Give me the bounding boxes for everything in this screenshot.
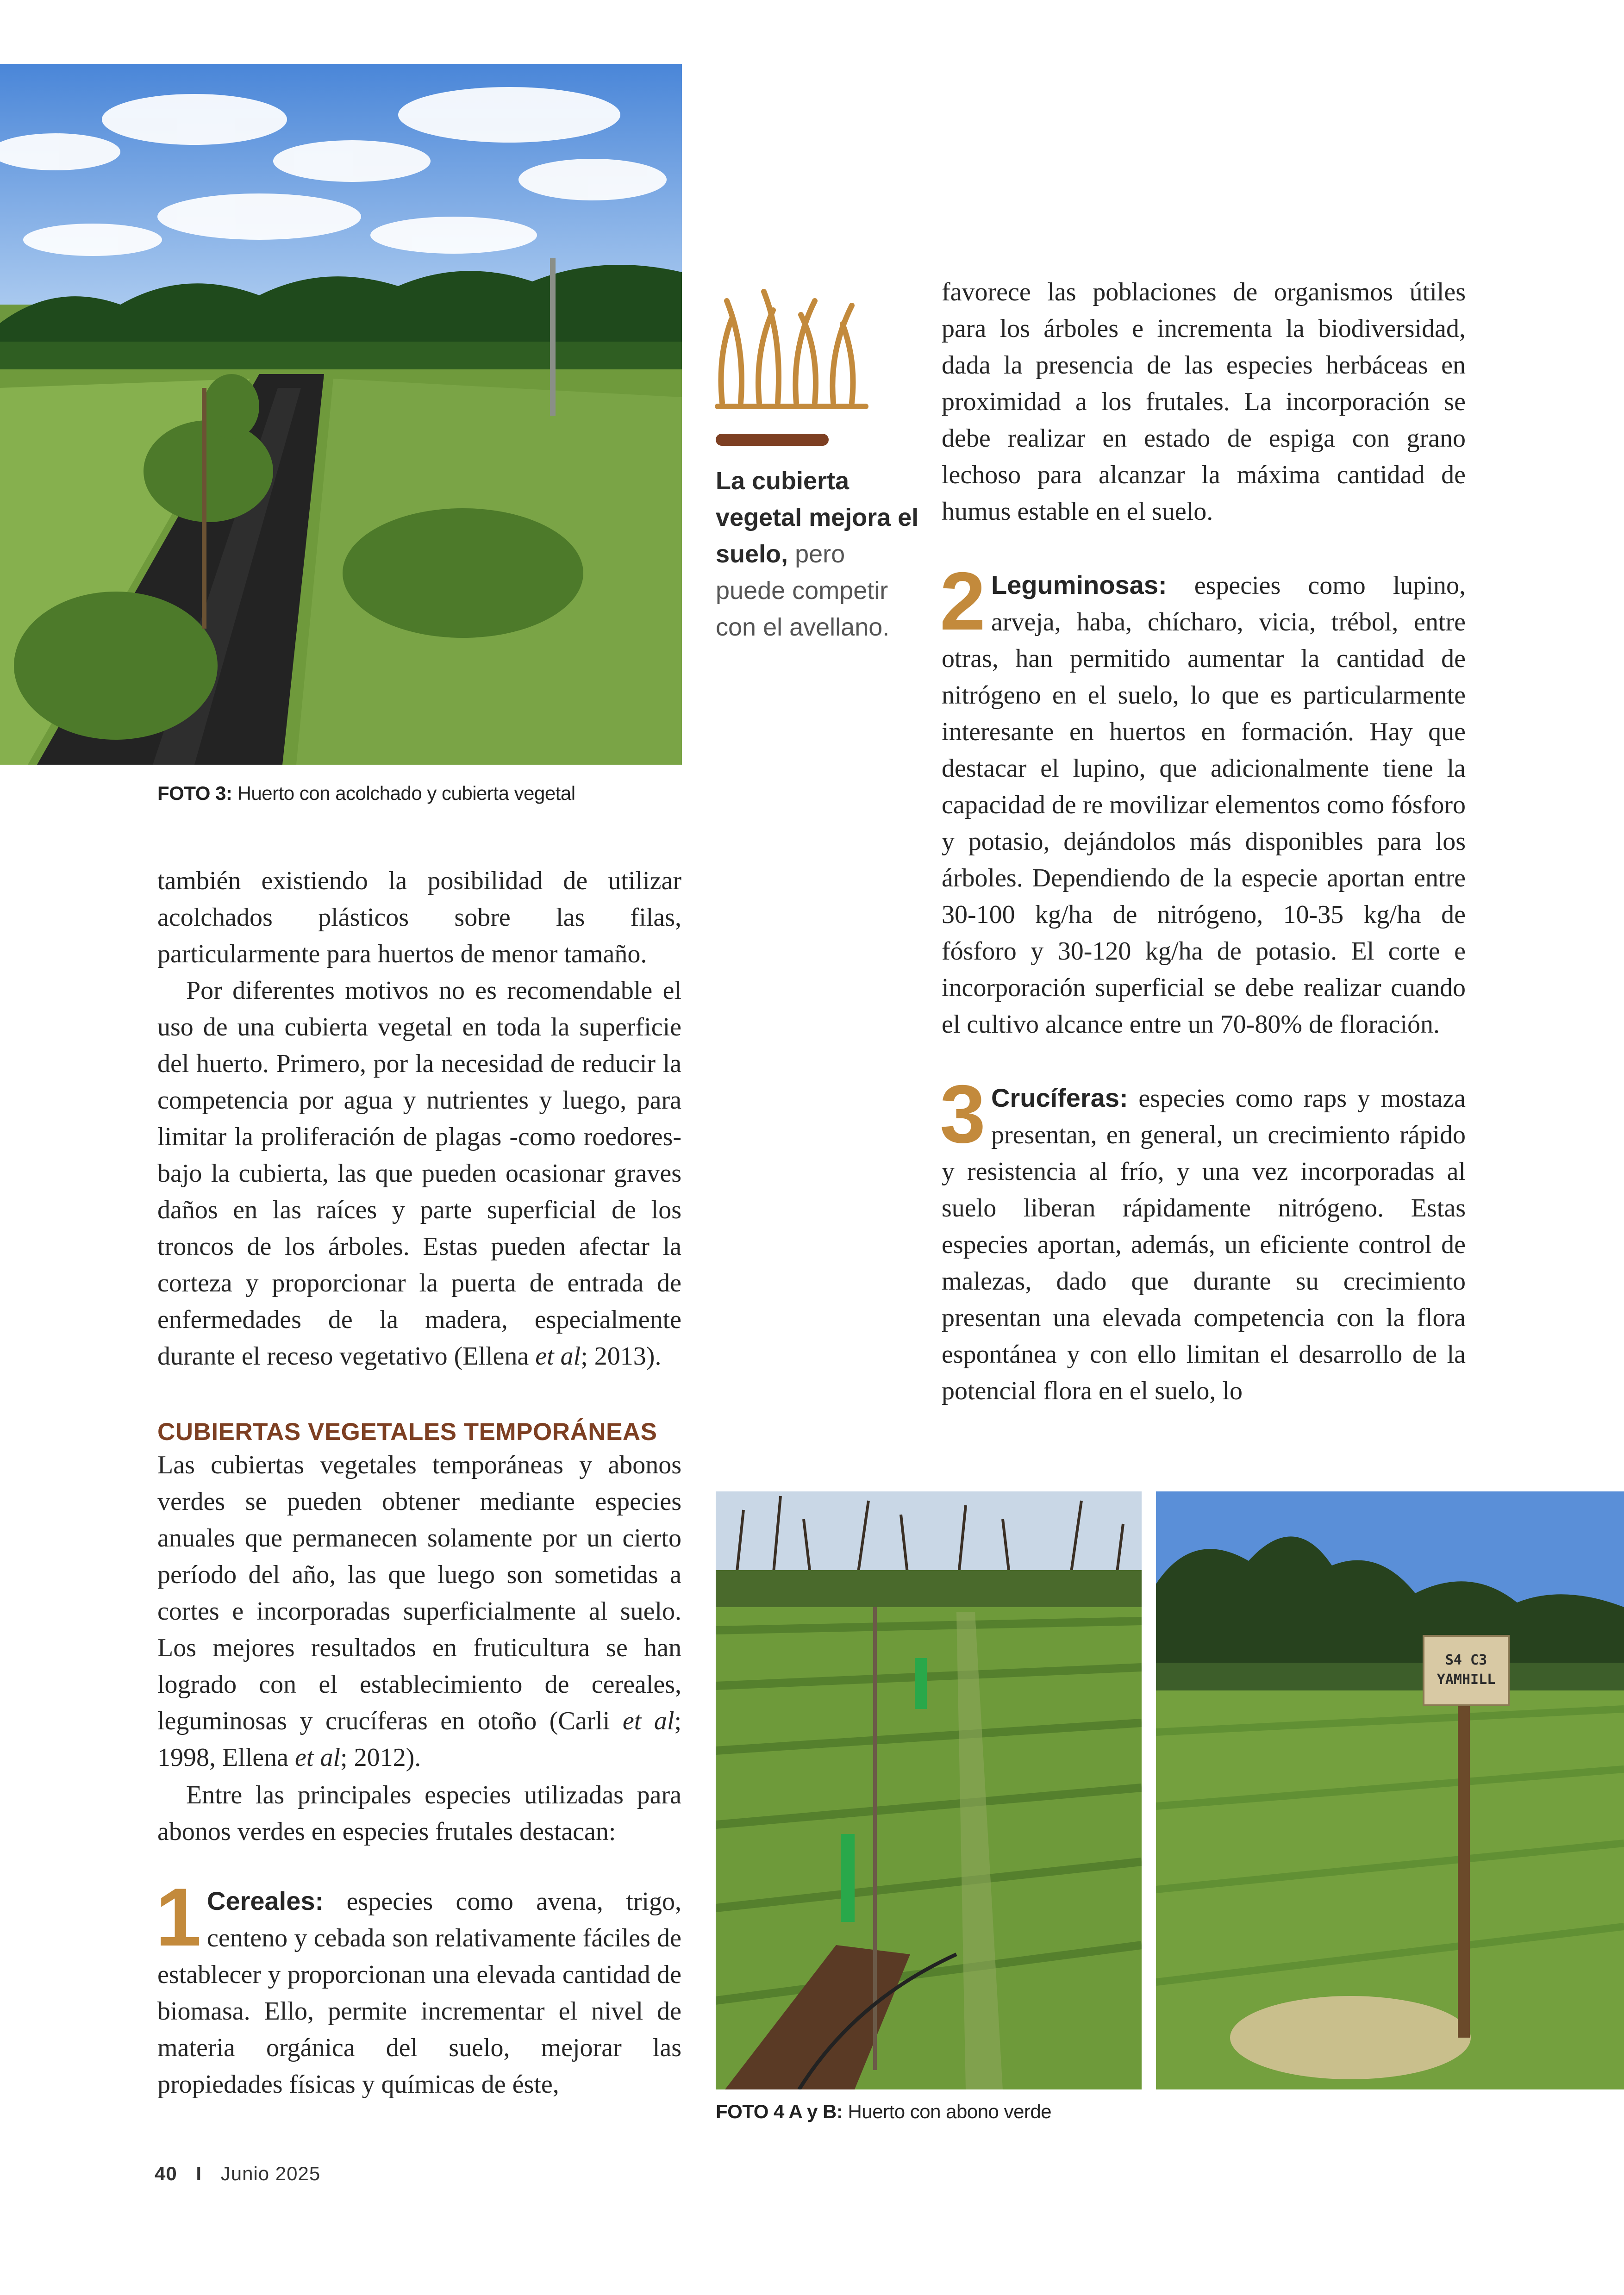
pull-quote: La cubierta vegetal mejora el suelo, pero puede competir con el avellano. [716, 467, 919, 641]
sign-line-2: YAMHILL [1437, 1671, 1496, 1688]
footer-separator: I [196, 2163, 202, 2184]
list-number-3: 3 [940, 1068, 986, 1160]
page-number: 40 [155, 2163, 177, 2184]
sign-line-1: S4 C3 [1445, 1652, 1487, 1668]
list-item-leguminosas: 2 Leguminosas: especies como lupino, arveja, haba, chícharo, vicia, trébol, entre otras, han permitido aumentar la cantidad de nitrógeno en el suelo, lo que es particularmente interesante en huertos en formación. Hay que destacar el lupino, que adicionalmente tiene la capacidad de re movilizar elementos como fósforo y potasio, dejándolos más disponibles para los árboles. Dependiendo de la especie aportan entre 30-100 kg/ha de nitrógeno, 10-35 kg/ha de fósforo y 30-120 kg/ha de potasio. El corte e incorporación superficial se debe realizar cuando el cultivo alcance entre un 70-80% de floración. [940, 555, 1466, 1039]
list-item-cruciferas: 3 Crucíferas: especies como raps y mostaza presentan, en general, un crecimiento rápido y resistencia al frío, y una vez incorporadas al suelo liberan rápidamente nitrógeno. Estas especies aportan, además, un eficiente control de malezas, dado que durante su crecimiento presentan una elevada competencia con la flora espontánea y con ello limitan el desarrollo de la potencial flora en el suelo, lo [940, 1068, 1466, 1405]
photo-3-caption: FOTO 3: Huerto con acolchado y cubierta vegetal [157, 782, 575, 804]
list-item-cereales: 1 Cereales: especies como avena, trigo, centeno y cebada son relativamente fáciles de establecer y proporcionan una elevada cantidad de biomasa. Ello, permite incrementar el nivel de materia orgánica del suelo, mejorar las propiedades físicas y químicas de éste, [156, 1871, 682, 2099]
left-paragraph-2: Por diferentes motivos no es recomendable el uso de una cubierta vegetal en toda la superficie del huerto. Primero, por la necesidad de reducir la competencia por agua y nutrientes y luego, para limitar la proliferación de plagas -como roedores- bajo la cubierta, las que pueden ocasionar graves daños en las raíces y parte superficial de los troncos de los árboles. Estas pueden afectar la corteza y proporcionar la puerta de entrada de enfermedades de la madera, especialmente durante el receso vegetativo (Ellena et al; 2013). [157, 976, 681, 1371]
section-subheading: CUBIERTAS VEGETALES TEMPORÁNEAS [157, 1418, 657, 1446]
photo-4-caption: FOTO 4 A y B: Huerto con abono verde [716, 2101, 1052, 2122]
right-column [942, 274, 1466, 1409]
issue-date: Junio 2025 [220, 2163, 321, 2184]
left-paragraph-3: Las cubiertas vegetales temporáneas y abonos verdes se pueden obtener mediante especies anuales que permanecen solamente por un cierto período del año, las que luego son sometidas a cortes e incorporadas superficialmente al suelo. Los mejores resultados en fruticultura se han logrado con el establecimiento de cereales, leguminosas y crucíferas en otoño (Carli et al; 1998, Ellena et al; 2012). [157, 1451, 681, 1772]
list-number-1: 1 [156, 1871, 201, 1963]
left-paragraph-1: también existiendo la posibilidad de utilizar acolchados plásticos sobre las filas, particularmente para huertos de menor tamaño. [157, 867, 681, 968]
grass-icon [713, 282, 870, 412]
list-number-2: 2 [940, 555, 986, 647]
photo-3 [0, 64, 682, 765]
pull-quote-rule [716, 434, 829, 446]
left-column [157, 863, 681, 2103]
right-paragraph-1: favorece las poblaciones de organismos útiles para los árboles e incrementa la biodiversidad, dada la presencia de las especies herbáceas en proximidad a los frutales. La incorporación se debe realizar en estado de espiga con grano lechoso para alcanzar la máxima cantidad de humus estable en el suelo. [942, 278, 1466, 526]
left-paragraph-4: Entre las principales especies utilizadas para abonos verdes en especies frutales destacan: [157, 1781, 681, 1846]
photo-4a [716, 1491, 1142, 2089]
photo-4b [1156, 1491, 1624, 2089]
page-footer [155, 2163, 320, 2185]
